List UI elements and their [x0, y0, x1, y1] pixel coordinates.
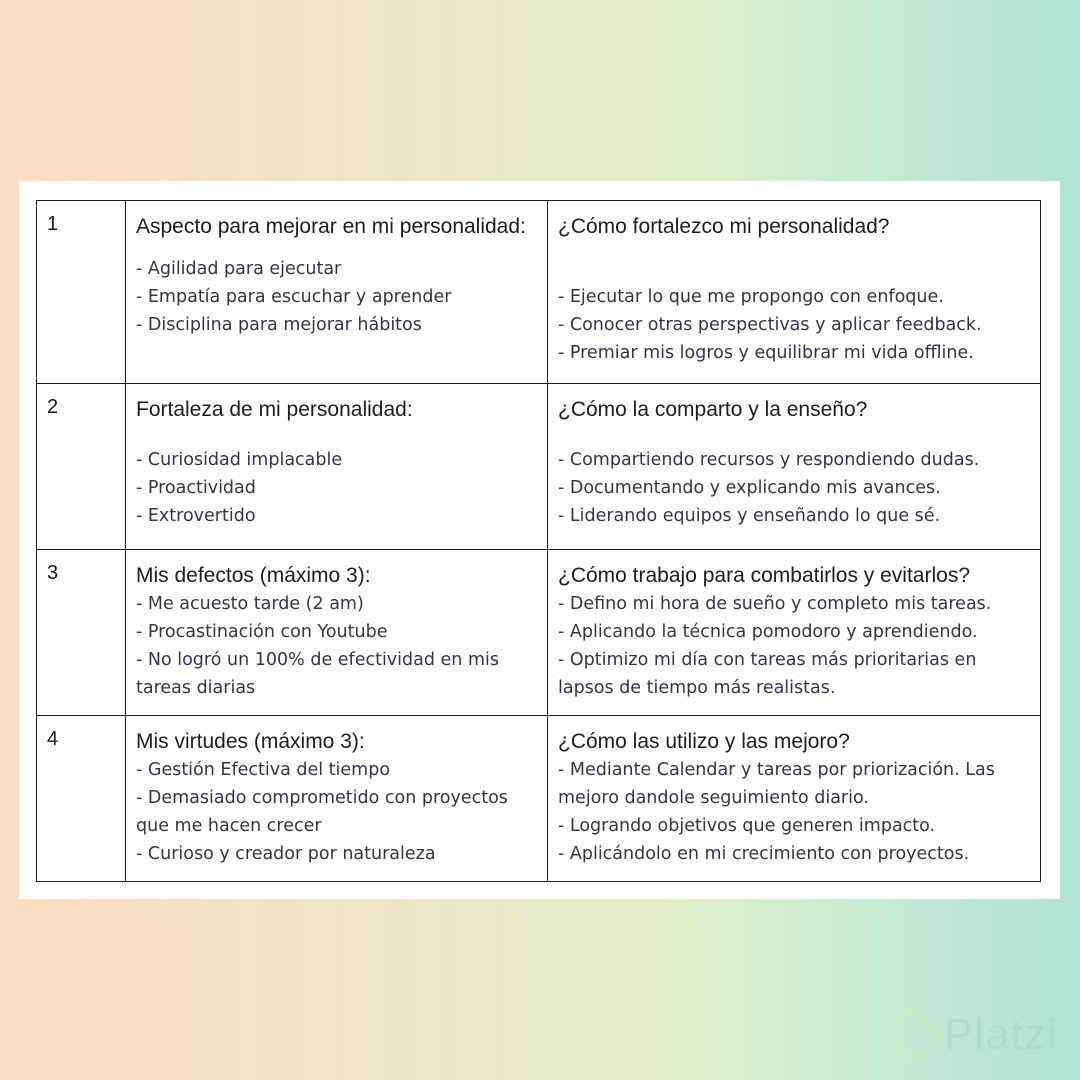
item-list: [136, 446, 537, 530]
row-number: 4: [37, 716, 126, 882]
table-row: [37, 550, 1041, 716]
right-cell: [548, 716, 1041, 882]
list-item: - Demasiado comprometido con proyectos que me hacen crecer: [136, 788, 508, 836]
list-item: - Curiosidad implacable: [136, 450, 343, 470]
right-cell: [548, 384, 1041, 550]
list-item: - Premiar mis logros y equilibrar mi vida offline.: [558, 343, 974, 363]
cell-heading: Mis virtudes (máximo 3):: [136, 730, 365, 753]
item-list: [136, 255, 537, 339]
table-row: [37, 716, 1041, 882]
platzi-watermark: [888, 1010, 1058, 1060]
list-item: - Empatía para escuchar y aprender: [136, 287, 452, 307]
watermark-text: Platzi: [944, 1010, 1058, 1059]
platzi-logo-icon: [878, 1001, 946, 1069]
list-item: - Agilidad para ejecutar: [136, 259, 342, 279]
list-item: - Curioso y creador por naturaleza: [136, 844, 436, 864]
right-cell: [548, 550, 1041, 716]
list-item: - Documentando y explicando mis avances.: [558, 478, 941, 498]
list-item: - Conocer otras perspectivas y aplicar feedback.: [558, 315, 982, 335]
list-item: - Mediante Calendar y tareas por priorización. Las mejoro dandole seguimiento diario.: [558, 760, 995, 808]
item-list: [558, 283, 1030, 367]
item-list: [558, 756, 1030, 868]
list-item: - Gestión Efectiva del tiempo: [136, 760, 391, 780]
cell-heading: Mis defectos (máximo 3):: [136, 564, 371, 587]
left-cell: [126, 384, 548, 550]
list-item: - Aplicando la técnica pomodoro y aprendiendo.: [558, 622, 978, 642]
item-list: [558, 590, 1030, 702]
right-cell: [548, 201, 1041, 384]
cell-heading: ¿Cómo las utilizo y las mejoro?: [558, 730, 850, 753]
list-item: - Logrando objetivos que generen impacto.: [558, 816, 936, 836]
list-item: - Optimizo mi día con tareas más prioritarias en lapsos de tiempo más realistas.: [558, 650, 977, 698]
row-number: 3: [37, 550, 126, 716]
left-cell: [126, 550, 548, 716]
row-number: 1: [37, 201, 126, 384]
cell-heading: Aspecto para mejorar en mi personalidad:: [136, 215, 526, 238]
cell-heading: Fortaleza de mi personalidad:: [136, 398, 413, 421]
list-item: - Defino mi hora de sueño y completo mis tareas.: [558, 594, 992, 614]
list-item: - No logró un 100% de efectividad en mis tareas diarias: [136, 650, 499, 698]
list-item: - Liderando equipos y enseñando lo que sé.: [558, 506, 941, 526]
list-item: - Ejecutar lo que me propongo con enfoque.: [558, 287, 944, 307]
document-card: [19, 181, 1060, 899]
list-item: - Me acuesto tarde (2 am): [136, 594, 364, 614]
list-item: - Compartiendo recursos y respondiendo dudas.: [558, 450, 980, 470]
table-row: [37, 201, 1041, 384]
item-list: [136, 590, 537, 702]
left-cell: [126, 201, 548, 384]
cell-heading: ¿Cómo la comparto y la enseño?: [558, 398, 868, 421]
cell-heading: ¿Cómo fortalezco mi personalidad?: [558, 215, 890, 238]
row-number: 2: [37, 384, 126, 550]
item-list: [136, 756, 537, 868]
list-item: - Disciplina para mejorar hábitos: [136, 315, 422, 335]
list-item: - Proactividad: [136, 478, 256, 498]
list-item: - Extrovertido: [136, 506, 256, 526]
left-cell: [126, 716, 548, 882]
list-item: - Procastinación con Youtube: [136, 622, 388, 642]
item-list: [558, 446, 1030, 530]
cell-heading: ¿Cómo trabajo para combatirlos y evitarlos?: [558, 564, 971, 587]
table-row: [37, 384, 1041, 550]
list-item: - Aplicándolo en mi crecimiento con proyectos.: [558, 844, 970, 864]
personality-table: [36, 200, 1041, 882]
